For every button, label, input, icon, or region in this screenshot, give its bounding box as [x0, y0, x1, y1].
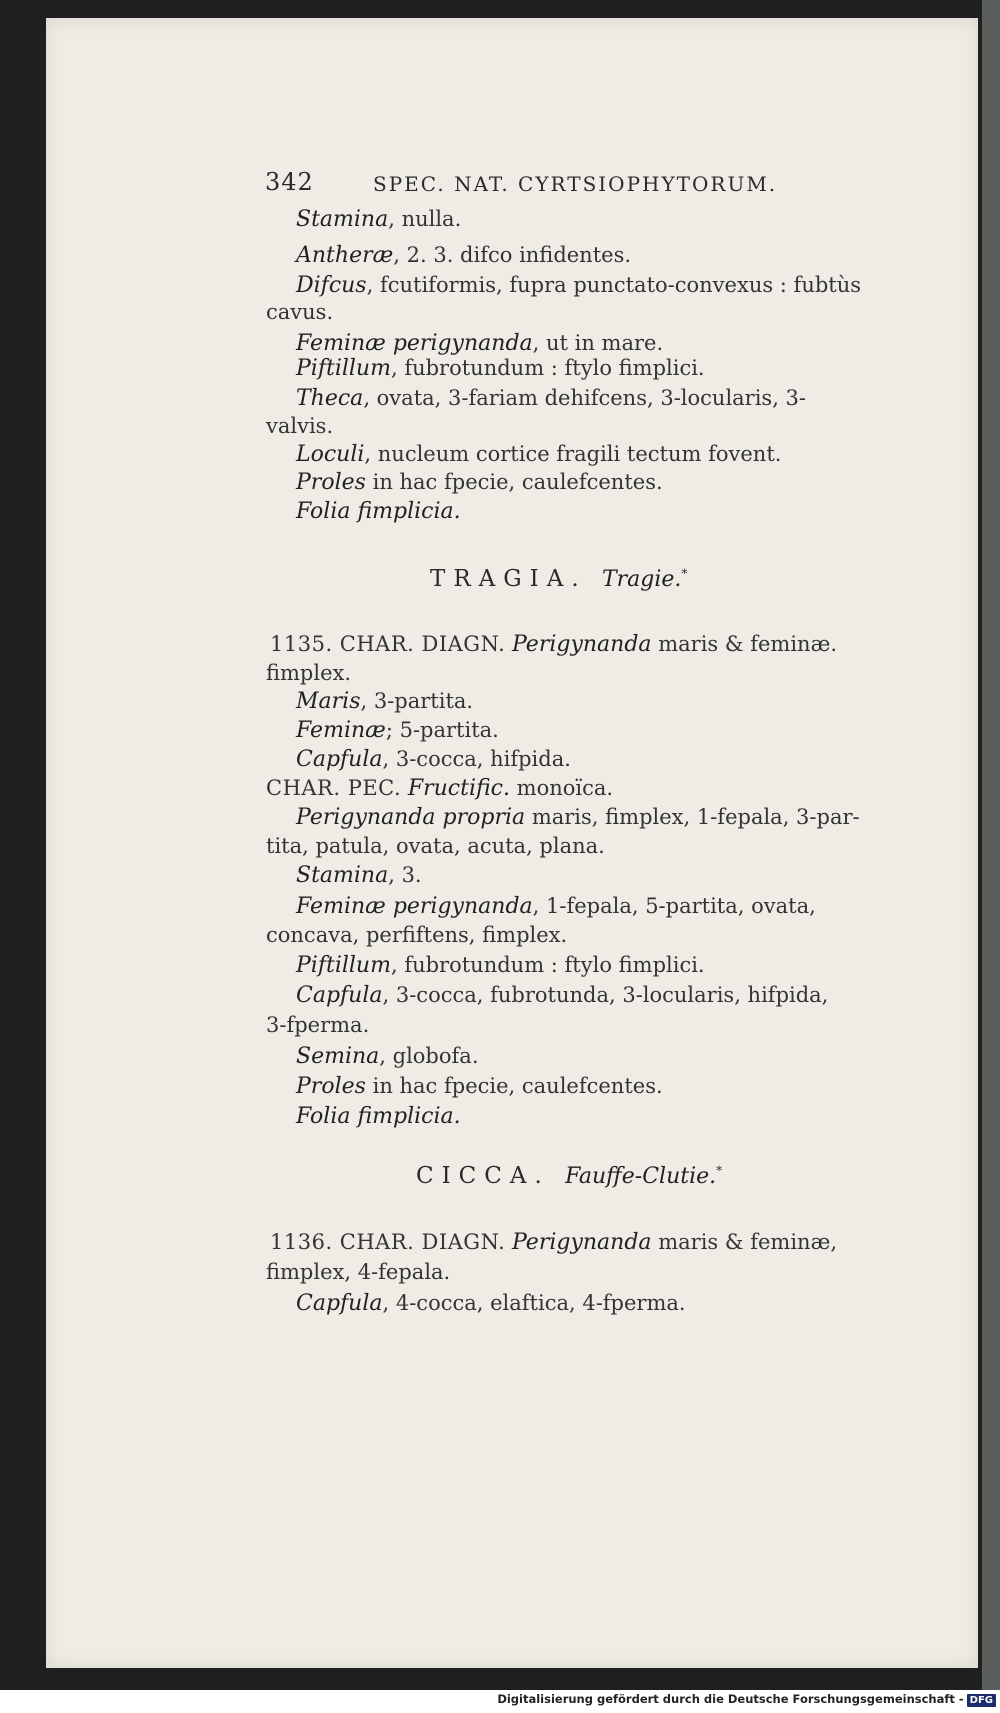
text-line: Theca, ovata, 3-fariam dehifcens, 3-locularis, 3- — [296, 386, 807, 411]
text-line: concava, perfiftens, fimplex. — [266, 923, 568, 947]
text-line: Folia fimplicia. — [296, 1104, 461, 1129]
text-line: CHAR. PEC. Fructific. monoïca. — [266, 776, 614, 801]
section-title-tragia: TRAGIA. Tragie.* — [430, 566, 696, 592]
text-line: 1135. CHAR. DIAGN. Perigynanda maris & feminæ. — [270, 632, 837, 657]
text-line: Stamina, nulla. — [296, 207, 462, 232]
scan-edge — [982, 0, 1000, 1690]
text-line: Piftillum, fubrotundum : ftylo fimplici. — [296, 356, 705, 381]
text-line: Proles in hac fpecie, caulefcentes. — [296, 470, 663, 495]
text-line: fimplex. — [266, 661, 352, 685]
text-line: Semina, globofa. — [296, 1044, 479, 1069]
section-title-cicca: CICCA. Fauffe-Clutie.* — [416, 1163, 731, 1189]
text-line: Capfula, 3-cocca, hifpida. — [296, 747, 571, 772]
text-line: Feminæ perigynanda, ut in mare. — [296, 331, 664, 356]
text-line: fimplex, 4-fepala. — [266, 1260, 451, 1284]
text-line: 3-fperma. — [266, 1013, 370, 1037]
text-line: Proles in hac fpecie, caulefcentes. — [296, 1074, 663, 1099]
text-line: tita, patula, ovata, acuta, plana. — [266, 834, 605, 858]
text-line: Stamina, 3. — [296, 863, 422, 888]
page-number: 342 — [265, 168, 314, 196]
text-line: Antheræ, 2. 3. difco infidentes. — [296, 243, 632, 268]
running-title: SPEC. NAT. CYRTSIOPHYTORUM. — [373, 172, 778, 196]
text-line: Capfula, 4-cocca, elaftica, 4-fperma. — [296, 1291, 686, 1316]
text-line: cavus. — [266, 300, 334, 324]
dfg-logo: DFG — [967, 1694, 996, 1707]
text-line: Folia fimplicia. — [296, 499, 461, 524]
text-line: Capfula, 3-cocca, fubrotunda, 3-locularis, hifpida, — [296, 983, 829, 1008]
text-line: Maris, 3-partita. — [296, 689, 474, 714]
text-line: Feminæ; 5-partita. — [296, 718, 499, 743]
running-header — [265, 168, 825, 202]
text-line: valvis. — [266, 414, 334, 438]
digitization-credit: Digitalisierung gefördert durch die Deutsche Forschungsgemeinschaft - DFG — [497, 1692, 996, 1712]
text-line: Feminæ perigynanda, 1-fepala, 5-partita, ovata, — [296, 894, 816, 919]
text-line: Perigynanda propria maris, fimplex, 1-fepala, 3-par- — [296, 805, 860, 830]
text-line: Loculi, nucleum cortice fragili tectum fovent. — [296, 442, 782, 467]
text-line: Piftillum, fubrotundum : ftylo fimplici. — [296, 953, 705, 978]
text-line: Difcus, fcutiformis, fupra punctato-convexus : fubtùs — [296, 273, 862, 298]
text-line: 1136. CHAR. DIAGN. Perigynanda maris & feminæ, — [270, 1230, 837, 1255]
